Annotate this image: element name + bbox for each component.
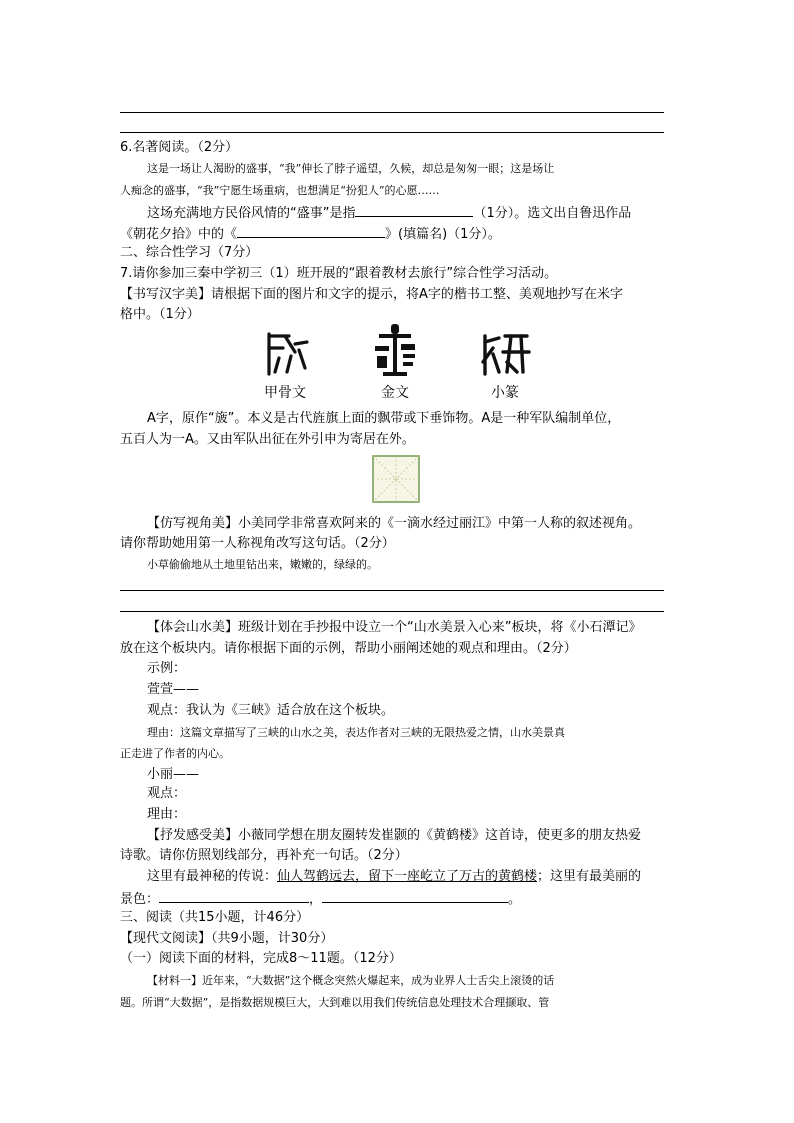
q6-passage-line: 这是一场让人渴盼的盛事，“我”伸长了脖子遥望，久候，却总是匆匆一眼；这是场让 bbox=[147, 162, 555, 175]
material-line: 【材料一】近年来，“大数据”这个概念突然火爆起来，成为业界人士舌尖上滚烫的话 bbox=[147, 974, 555, 987]
answer-line bbox=[120, 611, 664, 612]
glyph-caption: 小篆 bbox=[491, 385, 519, 401]
section-heading: 三、阅读（共15小题，计46分） bbox=[120, 910, 310, 925]
material-line: 题。所谓“大数据”，是指数据规模巨大，大到难以用我们传统信息处理技术合理撷取、管 bbox=[120, 996, 550, 1009]
bronze-glyph-icon bbox=[367, 322, 423, 378]
example-name: 萱萱—— bbox=[147, 682, 200, 697]
answer-blank[interactable] bbox=[355, 204, 473, 217]
xiaoli-reason: 理由： bbox=[147, 807, 187, 822]
answer-blank[interactable] bbox=[159, 890, 309, 903]
feeling-answer-line bbox=[120, 890, 521, 908]
feeling-task-line: 诗歌。请你仿照划线部分，再补充一句话。（2分） bbox=[120, 848, 408, 863]
feeling-blank-end: 。 bbox=[508, 892, 522, 907]
q6-question-text: 这场充满地方民俗风情的“盛事”是指 bbox=[147, 206, 356, 221]
char-explanation-line: 五百人为一A。又由军队出征在外引申为寄居在外。 bbox=[120, 432, 415, 447]
char-explanation-line: A字，原作“旇”。本义是古代旌旗上面的飘带或下垂饰物。A是一种军队编制单位， bbox=[147, 411, 621, 426]
bronze-glyph bbox=[350, 322, 440, 402]
landscape-task-line: 【体会山水美】班级计划在手抄报中设立一个“山水美景入心来”板块，将《小石潭记》 bbox=[147, 620, 642, 635]
landscape-task-line: 放在这个板块内。请你根据下面的示例，帮助小丽阐述她的观点和理由。（2分） bbox=[120, 641, 577, 656]
writing-task-line: 格中。（1分） bbox=[120, 307, 200, 322]
writing-task-line: 【书写汉字美】请根据下面的图片和文字的提示，将A字的楷书工整、美观地抄写在米字 bbox=[120, 287, 623, 302]
xiaoli-view: 观点： bbox=[147, 786, 187, 801]
imitate-task-line: 请你帮助她用第一人称视角改写这句话。（2分） bbox=[120, 536, 395, 551]
q6-question-line bbox=[147, 204, 631, 222]
answer-line bbox=[120, 590, 664, 591]
imitate-task-line: 【仿写视角美】小美同学非常喜欢阿来的《一滴水经过丽江》中第一人称的叙述视角。 bbox=[147, 516, 642, 531]
feeling-sentence bbox=[147, 869, 641, 885]
answer-line bbox=[120, 112, 664, 113]
q6-question-text: 》(填篇名)（1分）。 bbox=[385, 227, 501, 242]
small-seal-glyph-icon bbox=[477, 332, 533, 378]
feeling-task-line: 【抒发感受美】小薇同学想在朋友圈转发崔颢的《黄鹤楼》这首诗，使更多的朋友热爱 bbox=[147, 828, 642, 843]
imitate-sentence: 小草偷偷地从土地里钻出来，嫩嫩的，绿绿的。 bbox=[147, 558, 378, 571]
modern-reading-heading: 【现代文阅读】（共9小题，计30分） bbox=[120, 931, 334, 946]
part1-heading: （一）阅读下面的材料，完成8～11题。（12分） bbox=[120, 951, 402, 966]
feeling-sentence-underlined: 仙人驾鹤远去，留下一座屹立了万古的黄鹤楼 bbox=[277, 869, 538, 884]
answer-line bbox=[120, 132, 664, 133]
answer-blank[interactable] bbox=[237, 225, 385, 238]
section-heading: 二、综合性学习（7分） bbox=[120, 245, 259, 260]
q6-passage-line: 人痴念的盛事，“我”宁愿生场重病，也想满足“扮犯人”的心愿…… bbox=[120, 184, 440, 197]
small-seal-glyph bbox=[460, 322, 550, 402]
q6-heading: 6.名著阅读。（2分） bbox=[120, 140, 239, 155]
answer-blank[interactable] bbox=[322, 890, 508, 903]
mizi-grid[interactable] bbox=[372, 455, 420, 503]
feeling-blank-mid: ， bbox=[309, 892, 323, 907]
example-label: 示例： bbox=[147, 661, 187, 676]
q7-intro: 7.请你参加三秦中学初三（1）班开展的“跟着教材去旅行”综合性学习活动。 bbox=[120, 266, 558, 281]
q6-question-text: 《朝花夕拾》中的《 bbox=[120, 227, 238, 242]
oracle-bone-glyph bbox=[240, 322, 330, 402]
glyph-caption: 甲骨文 bbox=[264, 385, 306, 401]
example-reason-line: 正走进了作者的内心。 bbox=[120, 747, 230, 760]
q6-question-text: （1分）。选文出自鲁迅作品 bbox=[473, 206, 632, 221]
xiaoli-name: 小丽—— bbox=[147, 767, 200, 782]
q6-question-line bbox=[120, 225, 501, 243]
example-view: 观点：我认为《三峡》适合放在这个板块。 bbox=[147, 703, 395, 718]
example-reason-line: 理由：这篇文章描写了三峡的山水之美，表达作者对三峡的无限热爱之情，山水美景真 bbox=[147, 726, 565, 739]
glyph-caption: 金文 bbox=[381, 385, 409, 401]
feeling-blank-prefix: 景色： bbox=[120, 892, 160, 907]
oracle-bone-glyph-icon bbox=[255, 328, 315, 378]
feeling-sentence-text: 这里有最神秘的传说： bbox=[147, 869, 278, 884]
feeling-sentence-text: ；这里有最美丽的 bbox=[537, 869, 642, 884]
ancient-script-figure bbox=[240, 322, 550, 404]
